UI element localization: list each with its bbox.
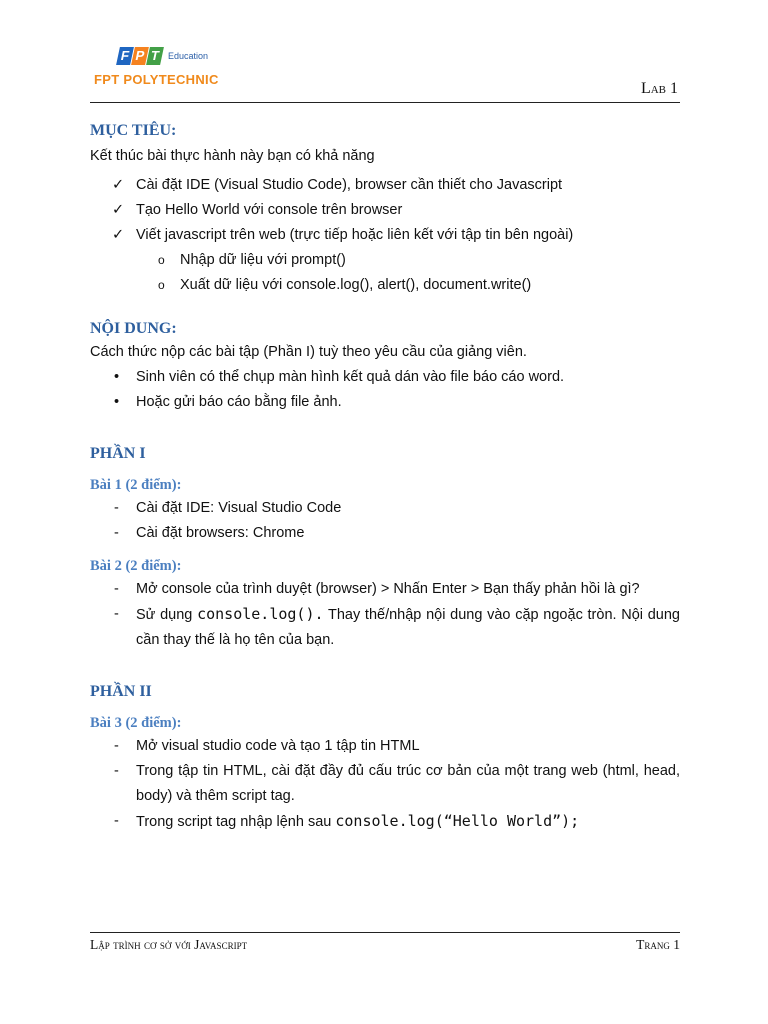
objective-subitem — [90, 248, 680, 273]
bai1-item — [90, 496, 680, 521]
checkmark-icon: ✓ — [112, 227, 125, 243]
bai3-text-pre: Trong script tag nhập lệnh sau — [136, 814, 336, 830]
bai3-text: Mở visual studio code và tạo 1 tập tin HTML — [136, 738, 420, 754]
page-footer — [90, 932, 680, 953]
content-intro: Cách thức nộp các bài tập (Phần I) tuỳ theo yêu cầu của giảng viên. — [90, 344, 527, 360]
objective-item — [90, 223, 680, 248]
logo-letter-t: T — [146, 47, 164, 65]
objectives-list — [90, 173, 680, 248]
dash-marker: - — [114, 763, 119, 779]
objective-text: Viết javascript trên web (trực tiếp hoặc liên kết với tập tin bên ngoài) — [136, 227, 574, 243]
logo-letter-f: F — [116, 47, 134, 65]
bai3-code: console.log(“Hello World”); — [335, 812, 580, 830]
dash-marker: - — [114, 606, 119, 622]
circle-bullet-icon: o — [158, 253, 165, 267]
page-number: Trang 1 — [636, 937, 680, 952]
fpt-logo — [118, 44, 208, 68]
document-body — [90, 122, 680, 835]
objective-subitem — [90, 273, 680, 298]
part1-heading: PHẦN I — [90, 445, 146, 462]
bai2-text-pre: Sử dụng — [136, 607, 198, 623]
bai2-list — [90, 577, 680, 653]
objective-subtext: Nhập dữ liệu với prompt() — [180, 252, 346, 268]
objective-text: Cài đặt IDE (Visual Studio Code), browser cần thiết cho Javascript — [136, 177, 563, 193]
bai1-list — [90, 496, 680, 546]
logo-education-label: Education — [168, 51, 209, 61]
content-item — [90, 390, 680, 415]
objective-subtext: Xuất dữ liệu với console.log(), alert(), document.write() — [180, 277, 532, 293]
bai3-item — [90, 759, 680, 809]
bai2-text: Mở console của trình duyệt (browser) > Nhấn Enter > Bạn thấy phản hồi là gì? — [136, 581, 640, 597]
content-heading: NỘI DUNG: — [90, 320, 177, 337]
objectives-heading: MỤC TIÊU: — [90, 122, 177, 139]
course-title: Lập trình cơ sở với Javascript — [90, 937, 248, 952]
bai3-item — [90, 809, 680, 835]
circle-bullet-icon: o — [158, 278, 165, 292]
bai1-text: Cài đặt IDE: Visual Studio Code — [136, 500, 342, 516]
bai1-heading: Bài 1 (2 điểm): — [90, 477, 182, 493]
dash-marker: - — [114, 581, 119, 597]
bai2-text-post: Thay thế/nhập nội dung vào cặp ngoặc tròn. Nội dung cần thay thế là họ tên của bạn. — [136, 607, 680, 648]
bai3-text: Trong tập tin HTML, cài đặt đầy đủ cấu trúc cơ bản của một trang web (html, head, body) và thêm script tag. — [136, 763, 680, 804]
bai3-heading: Bài 3 (2 điểm): — [90, 715, 182, 731]
checkmark-icon: ✓ — [112, 177, 125, 193]
bai1-item — [90, 521, 680, 546]
bullet-icon: • — [114, 394, 120, 410]
dash-marker: - — [114, 525, 119, 541]
bai2-item — [90, 577, 680, 602]
part2-heading: PHẦN II — [90, 683, 152, 700]
bai3-list — [90, 734, 680, 835]
content-text: Sinh viên có thể chụp màn hình kết quả dán vào file báo cáo word. — [136, 369, 565, 385]
objectives-sublist — [90, 248, 680, 298]
bai2-item — [90, 602, 680, 653]
bai1-text: Cài đặt browsers: Chrome — [136, 525, 305, 541]
checkmark-icon: ✓ — [112, 202, 125, 218]
objectives-intro: Kết thúc bài thực hành này bạn có khả năng — [90, 148, 375, 164]
bullet-icon: • — [114, 369, 120, 385]
lab-title: Lab 1 — [640, 80, 678, 97]
bai2-heading: Bài 2 (2 điểm): — [90, 558, 182, 574]
objective-item — [90, 173, 680, 198]
content-list — [90, 365, 680, 415]
school-name: FPT POLYTECHNIC — [94, 72, 219, 87]
content-text: Hoặc gửi báo cáo bằng file ảnh. — [136, 394, 342, 410]
content-item — [90, 365, 680, 390]
page-header — [90, 40, 680, 103]
bai2-code: console.log(). — [197, 605, 324, 623]
objective-item — [90, 198, 680, 223]
objective-text: Tạo Hello World với console trên browser — [136, 202, 403, 218]
bai3-item — [90, 734, 680, 759]
logo-letter-p: P — [131, 47, 149, 65]
dash-marker: - — [114, 738, 119, 754]
dash-marker: - — [114, 813, 119, 829]
dash-marker: - — [114, 500, 119, 516]
